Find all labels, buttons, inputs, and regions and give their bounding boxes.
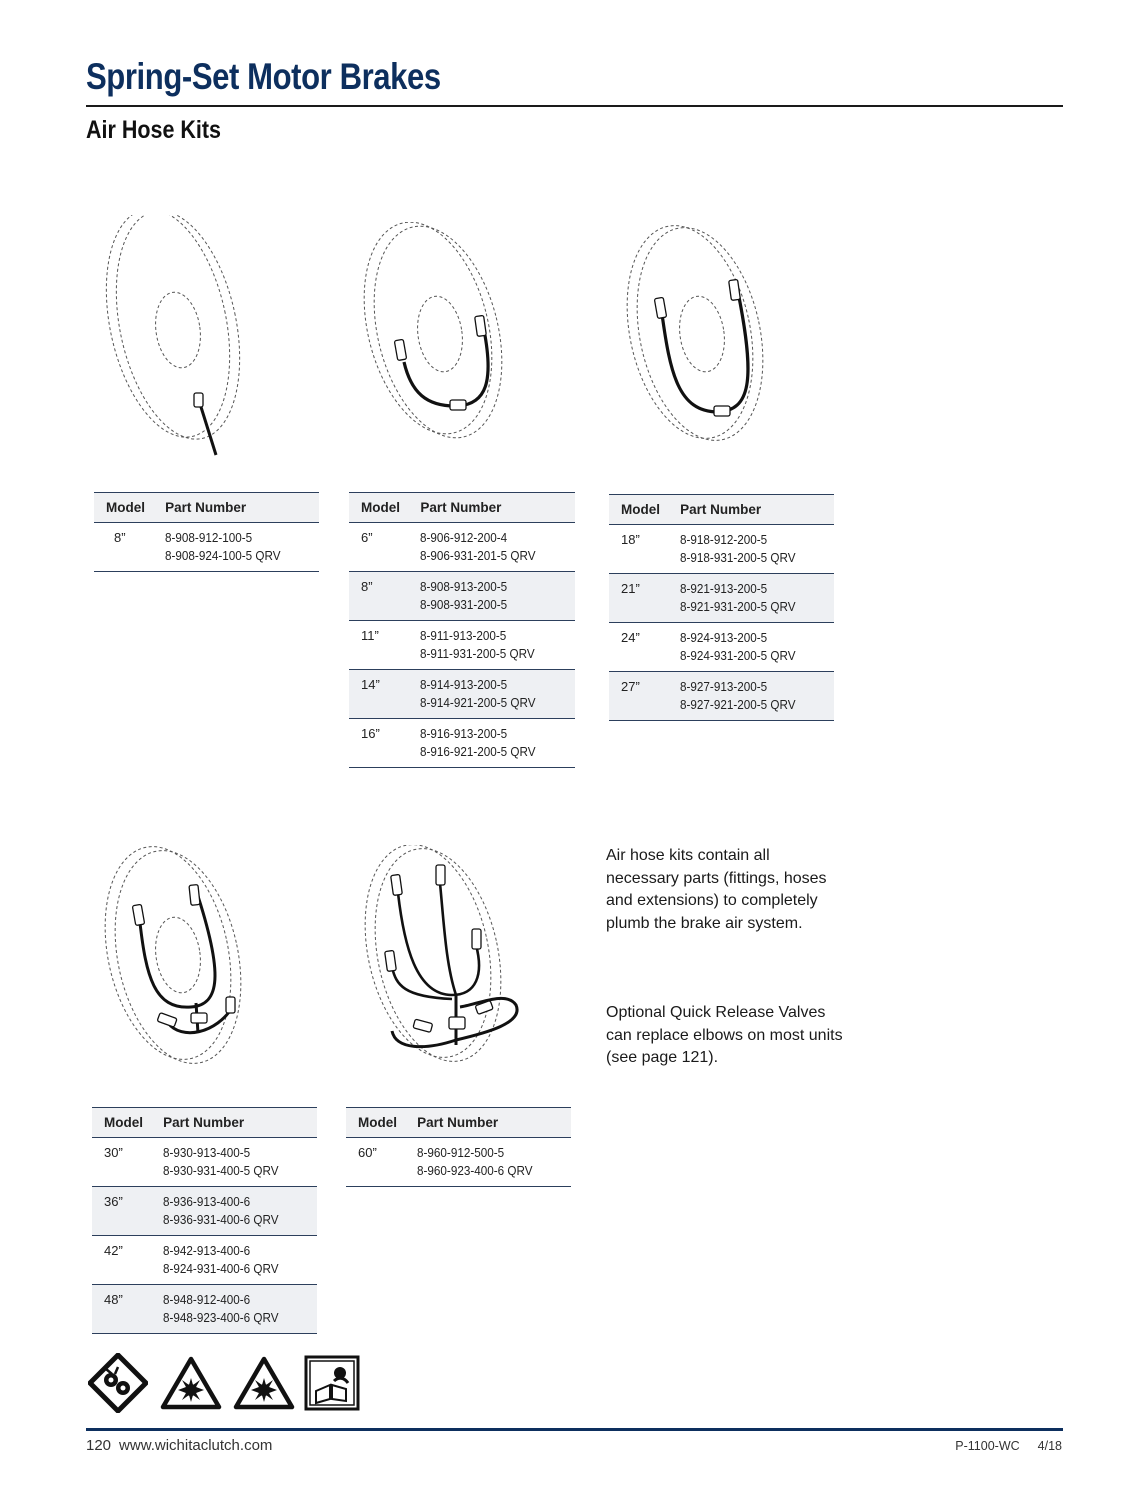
model-cell: 36”	[92, 1187, 151, 1236]
column-header-part-number: Part Number	[408, 493, 575, 523]
document-code: P-1100-WC	[955, 1439, 1020, 1453]
table-row	[349, 719, 575, 768]
kit-description: Air hose kits contain all necessary parts (fittings, hoses and extensions) to completely plumb the brake air system.	[606, 847, 827, 932]
table-row	[92, 1236, 317, 1285]
part-number-cell: 8-918-912-200-5 8-918-931-200-5 QRV	[668, 525, 834, 574]
table-row	[92, 1187, 317, 1236]
table-row	[609, 525, 834, 574]
explosion-hazard-icon	[160, 1356, 222, 1410]
model-cell: 8”	[349, 572, 408, 621]
model-cell: 30”	[92, 1138, 151, 1187]
parts-table-8-inch	[94, 492, 319, 572]
model-cell: 60”	[346, 1138, 405, 1187]
table-row	[346, 1138, 571, 1187]
model-cell: 21”	[609, 574, 668, 623]
title-divider	[86, 105, 1063, 107]
model-cell: 42”	[92, 1236, 151, 1285]
part-number-cell: 8-948-912-400-6 8-948-923-400-6 QRV	[151, 1285, 317, 1334]
table-header-row	[609, 495, 834, 525]
part-number-cell: 8-927-913-200-5 8-927-921-200-5 QRV	[668, 672, 834, 721]
model-cell: 24”	[609, 623, 668, 672]
table-row	[349, 523, 575, 572]
column-header-part-number: Part Number	[153, 493, 319, 523]
model-cell: 8”	[94, 523, 153, 572]
footer-divider	[86, 1428, 1063, 1431]
page-title: Spring-Set Motor Brakes	[86, 56, 441, 97]
table-row	[349, 621, 575, 670]
table-header-row	[92, 1108, 317, 1138]
part-number-cell: 8-911-913-200-5 8-911-931-200-5 QRV	[408, 621, 575, 670]
footer-right	[937, 1439, 1062, 1453]
part-number-cell: 8-914-913-200-5 8-914-921-200-5 QRV	[408, 670, 575, 719]
table-row	[92, 1138, 317, 1187]
brake-diagram-two-port-large	[618, 222, 778, 452]
model-cell: 16”	[349, 719, 408, 768]
document-date: 4/18	[1037, 1439, 1062, 1453]
part-number-cell: 8-908-912-100-5 8-908-924-100-5 QRV	[153, 523, 319, 572]
model-cell: 11”	[349, 621, 408, 670]
footer-left	[86, 1437, 280, 1454]
brake-diagram-four-port	[96, 845, 256, 1070]
parts-table-6-16-inch	[349, 492, 575, 768]
brake-diagram-single-hose	[96, 215, 256, 460]
column-header-model: Model	[346, 1108, 405, 1138]
model-cell: 14”	[349, 670, 408, 719]
table-row	[94, 523, 319, 572]
model-cell: 6”	[349, 523, 408, 572]
column-header-model: Model	[609, 495, 668, 525]
parts-table-60-inch	[346, 1107, 571, 1187]
table-row	[92, 1285, 317, 1334]
rotating-gears-hazard-icon	[88, 1353, 148, 1413]
table-row	[349, 572, 575, 621]
section-title: Air Hose Kits	[86, 116, 222, 144]
brake-diagram-six-port	[356, 845, 526, 1070]
table-row	[609, 574, 834, 623]
column-header-part-number: Part Number	[668, 495, 834, 525]
part-number-cell: 8-916-913-200-5 8-916-921-200-5 QRV	[408, 719, 575, 768]
model-cell: 48”	[92, 1285, 151, 1334]
qrv-note: Optional Quick Release Valves can replace elbows on most units (see page 121).	[606, 1004, 843, 1066]
table-header-row	[94, 493, 319, 523]
model-cell: 18”	[609, 525, 668, 574]
table-row	[349, 670, 575, 719]
part-number-cell: 8-930-913-400-5 8-930-931-400-5 QRV	[151, 1138, 317, 1187]
explosion-hazard-icon	[233, 1356, 295, 1410]
part-number-cell: 8-960-912-500-5 8-960-923-400-6 QRV	[405, 1138, 571, 1187]
brake-diagram-two-port	[356, 222, 516, 452]
part-number-cell: 8-924-913-200-5 8-924-931-200-5 QRV	[668, 623, 834, 672]
part-number-cell: 8-936-913-400-6 8-936-931-400-6 QRV	[151, 1187, 317, 1236]
column-header-part-number: Part Number	[405, 1108, 571, 1138]
table-header-row	[346, 1108, 571, 1138]
part-number-cell: 8-906-912-200-4 8-906-931-201-5 QRV	[408, 523, 575, 572]
model-cell: 27”	[609, 672, 668, 721]
read-manual-icon	[304, 1355, 360, 1411]
column-header-model: Model	[92, 1108, 151, 1138]
column-header-model: Model	[94, 493, 153, 523]
column-header-part-number: Part Number	[151, 1108, 317, 1138]
page-number: 120	[86, 1437, 112, 1454]
website-link[interactable]: www.wichitaclutch.com	[119, 1437, 273, 1454]
part-number-cell: 8-908-913-200-5 8-908-931-200-5	[408, 572, 575, 621]
parts-table-30-48-inch	[92, 1107, 317, 1334]
table-header-row	[349, 493, 575, 523]
column-header-model: Model	[349, 493, 408, 523]
table-row	[609, 623, 834, 672]
parts-table-18-27-inch	[609, 494, 834, 721]
table-row	[609, 672, 834, 721]
part-number-cell: 8-921-913-200-5 8-921-931-200-5 QRV	[668, 574, 834, 623]
part-number-cell: 8-942-913-400-6 8-924-931-400-6 QRV	[151, 1236, 317, 1285]
